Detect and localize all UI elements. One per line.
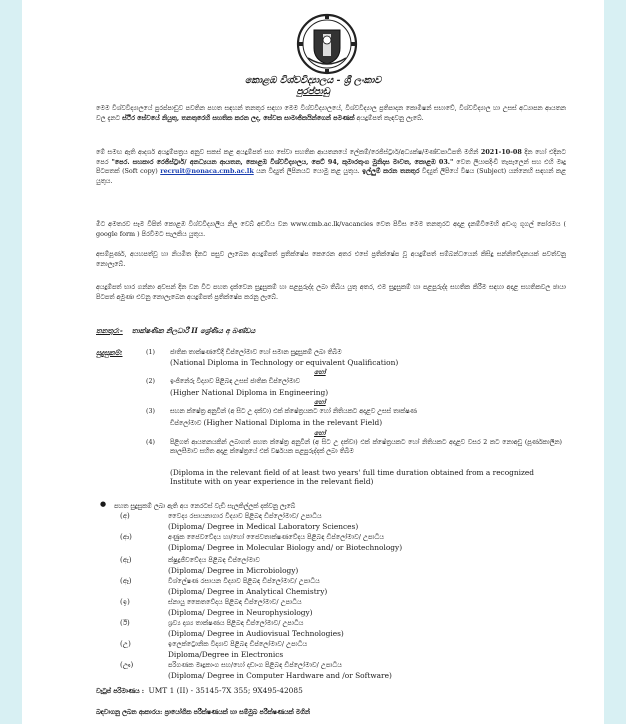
document-title: පුරප්පාඩු [296, 87, 330, 97]
field-e-letter: (ඉ) [120, 598, 130, 606]
intro-paragraph-5: අයදුම්පත් භාර ගන්නා අවසන් දින වන විට පහත දැක්වෙන සුදුසුකම් හා පළපුරුද්ද ලබා තිබිය යුතු අතර, එම සුදුසුකම් හා පළපුරුද්ද සහතික කිරීම සඳහා අදාළ සහතිකවල ඡායා පිටපත් අමුණා එවනු නොලැබෙන අයදුම්පත් ප්‍රතික්ෂේප කරනු ලැබේ. [96, 283, 566, 301]
field-a-letter: (අ) [120, 512, 130, 520]
viewer-left-margin [0, 0, 22, 724]
field-d-si: විශ්ලේෂණ රසායන විද්‍යාව පිළිබඳ ඩිප්ලෝමාව/ උපාධිය [168, 577, 320, 585]
qual-1-num: (1) [146, 349, 155, 356]
salary-row [96, 686, 303, 696]
or-1: හෝ [314, 368, 326, 376]
qual-1-en: (National Diploma in Technology or equivalent Qualification) [170, 358, 399, 367]
document-page [22, 0, 604, 724]
qualifications-label: සුදුසුකම්: [96, 348, 123, 357]
field-g-en: Diploma/Degree in Electronics [168, 650, 284, 659]
post-name: තාක්ෂණික නිලධාරී II ශ්‍රේණිය අ බණ්ඩය [131, 326, 256, 335]
field-h-si: පරිගණක මෘදුකාංග සහ/හෝ දෘඩාංග පිළිබඳ ඩිප්ලෝමාව/ උපාධිය [168, 661, 342, 669]
field-d-en: (Diploma/ Degree in Analytical Chemistry) [168, 587, 328, 596]
qual-3-si-tail: ඩිප්ලෝමාව [170, 420, 202, 427]
salary-value: UMT 1 (II) - 35145-7X 355; 9X495-42085 [148, 686, 303, 695]
field-e-si: ස්නායු කෛතවේදය පිළිබඳ ඩිප්ලෝමාව/ උපාධිය [168, 598, 302, 606]
university-crest-logo [296, 12, 358, 76]
post-label: තනතුර:- [96, 326, 123, 335]
recruit-email-link[interactable]: recruit@nonaca.cmb.ac.lk [160, 167, 254, 176]
intro-p2-a: මේ සමඟ ඇති ආදර්ශ අයදුම්පත්‍රය අනුව සකස් කළ අයදුම්පත් සහ සේවා සහතික ආයතනයේ ලේකම්/රෙජිස්ට්‍රාර්/අධ්‍යක්ෂ/මණ්ඩපාධිපති මගින් [96, 148, 479, 156]
qualifications-label-row [96, 348, 122, 358]
field-e-en: (Diploma/ Degree in Neurophysiology) [168, 608, 313, 617]
intro-paragraph-4: අසම්පූර්ණ, අයහපත්වූ හා නියමිත දිනට පසුව ලැබෙන අයදුම්පත් ප්‍රතික්ෂේප කෙරෙන අතර එසේ ප්‍රතික්ෂේප වූ අයදුම්පත් සම්බන්ධයෙන් කිසිදු සන්නිවේදනයක් පවත්වනු නොලැබේ. [96, 250, 566, 268]
intro-p2-d: යන විද්‍යුත් ලිපිනයට යොමු කළ යුතුය. [256, 167, 360, 176]
field-f-letter: (ඊ) [120, 619, 130, 627]
field-h-en: (Diploma/ Degree in Computer Hardware and /or Software) [168, 671, 392, 680]
university-name: කොළඹ විශ්වවිද්‍යාලය - ශ්‍රී ලංකාව [244, 75, 382, 86]
or-3: හෝ [314, 429, 326, 437]
qual-4-si: පිළිගත් ආයතනයකින් ලබාගත් පහත ක්ෂේත්‍ර අනුවින් (අ සිට උ දක්වා) එක් ක්ෂේත්‍රයකට හෝ නිතියකට අදාළව වසර 2 කට නොඅඩු (පූර්ණකාලීන) කාලසීමාව සහිත අදාළ ක්ෂේත්‍රයේ එක් වර්ෂයක පළපුරුද්දක් ලබා තිබීම [170, 439, 562, 455]
deadline-date: 2021-10-08 [480, 148, 522, 156]
field-c-letter: (ඇ) [120, 556, 132, 564]
salary-label: වැටුප් පරිමාණය : [96, 688, 145, 695]
viewer-right-margin [604, 0, 626, 724]
or-2: හෝ [314, 398, 326, 406]
field-f-si: ශ්‍රව්‍ය දෘශ්‍ය තාක්ෂණය පිළිබඳ ඩිප්ලෝමාව/ උපාධිය [168, 619, 304, 627]
intro-p2-c: වෙත ලියාපදිංචි තැපැලෙන් සහ එහි මෘදු පිටපතක් (Soft copy) [96, 157, 566, 176]
bullet-dot: ● [100, 500, 107, 508]
field-b-letter: (ආ) [120, 533, 132, 541]
qual-3-en: (Higher National Diploma in the relevant Field) [203, 418, 383, 427]
field-g-si: ඉලෙක්ට්‍රොනික විද්‍යාව පිළිබඳ ඩිප්ලෝමාව/ උපාධිය [168, 640, 308, 648]
field-c-en: (Diploma/ Degree in Microbiology) [168, 566, 299, 575]
qual-4-en: (Diploma in the relevant field of at least two years' full time duration obtained from a recognized Institute with on year experience in the relevant field) [170, 468, 535, 486]
field-a-en: (Diploma/ Degree in Medical Laboratory Sciences) [168, 522, 359, 531]
recruitment-method: බඳවාගනු ලබන ආකාරය: ප්‍රායෝගික පරීක්ෂණයක් හා සම්මුඛ පරීක්ෂණයක් මගින් [96, 709, 310, 716]
intro-paragraph-1 [96, 104, 566, 123]
intro-p1-end: අයදුම්පත් කැඳවනු ලැබේ. [356, 113, 424, 122]
field-f-en: (Diploma/ Degree in Audiovisual Technologies) [168, 629, 344, 638]
qual-3-si: සහන ක්ෂේත්‍ර අනුවින් (අ සිට උ දක්වා) එක් ක්ෂේත්‍රයකට හෝ නිතියකට අදාළව උසස් තාක්ෂණ [170, 408, 417, 415]
qual-3-num: (3) [146, 408, 155, 415]
field-c-si: ක්ෂුද්‍රජීවවේදය පිළිබඳ ඩිප්ලෝමාව [168, 556, 260, 564]
fields-intro: පහත සුදුසුකම් ලබා ඇති අය නෙරටස් වැඩි සැලකිල්ලක් දක්වනු ලැබේ [114, 503, 296, 510]
post-row [96, 326, 255, 336]
qual-3-en-row [170, 418, 382, 428]
qual-2-si: ඉංජිනේරු විද්‍යාව පිළිබඳ උසස් ජාතික ඩිප්ලෝමාව [170, 378, 300, 385]
field-a-si: වෛද්‍ය රසායනාගාර විද්‍යාව පිළිබඳ ඩිප්ලෝමාව/ උපාධිය [168, 512, 322, 520]
intro-paragraph-2 [96, 148, 566, 186]
qual-2-num: (2) [146, 378, 155, 385]
field-b-en: (Diploma/ Degree in Molecular Biology and/ or Biotechnology) [168, 543, 403, 552]
intro-p2-bold: ඉල්ලුම් කරන තනතුර [362, 167, 420, 176]
intro-p2-b: දින හෝ එදිනට පෙර [96, 148, 566, 166]
field-g-letter: (උ) [120, 640, 131, 648]
intro-p2-e: විද්‍යුත් ලිපියේ විෂය (Subject) යන්නෙහි සඳහන් කළ යුතුය. [96, 167, 566, 185]
qual-4-num: (4) [146, 439, 155, 446]
field-b-si: අණුක ජෛවවේදය හා/හෝ ජෛවතාක්ෂණවේදය පිළිබඳ ඩිප්ලෝමාව/ උපාධිය [168, 533, 385, 541]
qual-2-en: (Higher National Diploma in Engineering) [170, 388, 329, 397]
field-d-letter: (ඈ) [120, 577, 132, 585]
intro-paragraph-3: මීට අමතරව සෑම විපිත් කොළඹ විශ්වවිද්‍යාලීය නිල වෙබ් අඩවිය වන www.cmb.ac.lk/vacancies වෙත පිවිස මෙම තනතුරට අදාළ දැනම්වීමෙහි අඩංගු ගූගල් පෝරමය ( google form ) පිරවීමට සැලකිය යුතුය. [96, 220, 566, 238]
field-h-letter: (ඌ) [120, 661, 134, 669]
postal-address: "පෙර. සහකාර රෙජිස්ට්‍රාර්/ අනධ්‍යයන ආයතන, කොළඹ විශ්වවිද්‍යාලය, පෙට් 94, කුමාරතුංග මුනිදාස මාවත, කොළඹ 03." [111, 157, 454, 166]
intro-p1-text: මෙම විශ්වවිද්‍යාලයේ පුරප්පාඩුව පවතින පහත සඳහන් තනතුර සඳහා මෙම විශ්වවිද්‍යාලයේ, විශ්වවිද්‍යාල ප්‍රතිපාදන කොමිෂන් සභාවේ, විශ්වවිද්‍යාල හා උසස් අධ්‍යාපන ආයතන වල දැනට [96, 104, 566, 122]
intro-p1-bold: ස්ථිර සේවයේ නියුතු, තනතුරෙහි සහතික කරන ලද, සේවක සාමාජිකයින්ගෙන් පමණක් [122, 113, 355, 122]
qual-1-si: ජාතික තාක්ෂණවේදී ඩිප්ලෝමාව හෝ සමාන සුදුසුකම් ලබා තිබීම [170, 349, 342, 356]
